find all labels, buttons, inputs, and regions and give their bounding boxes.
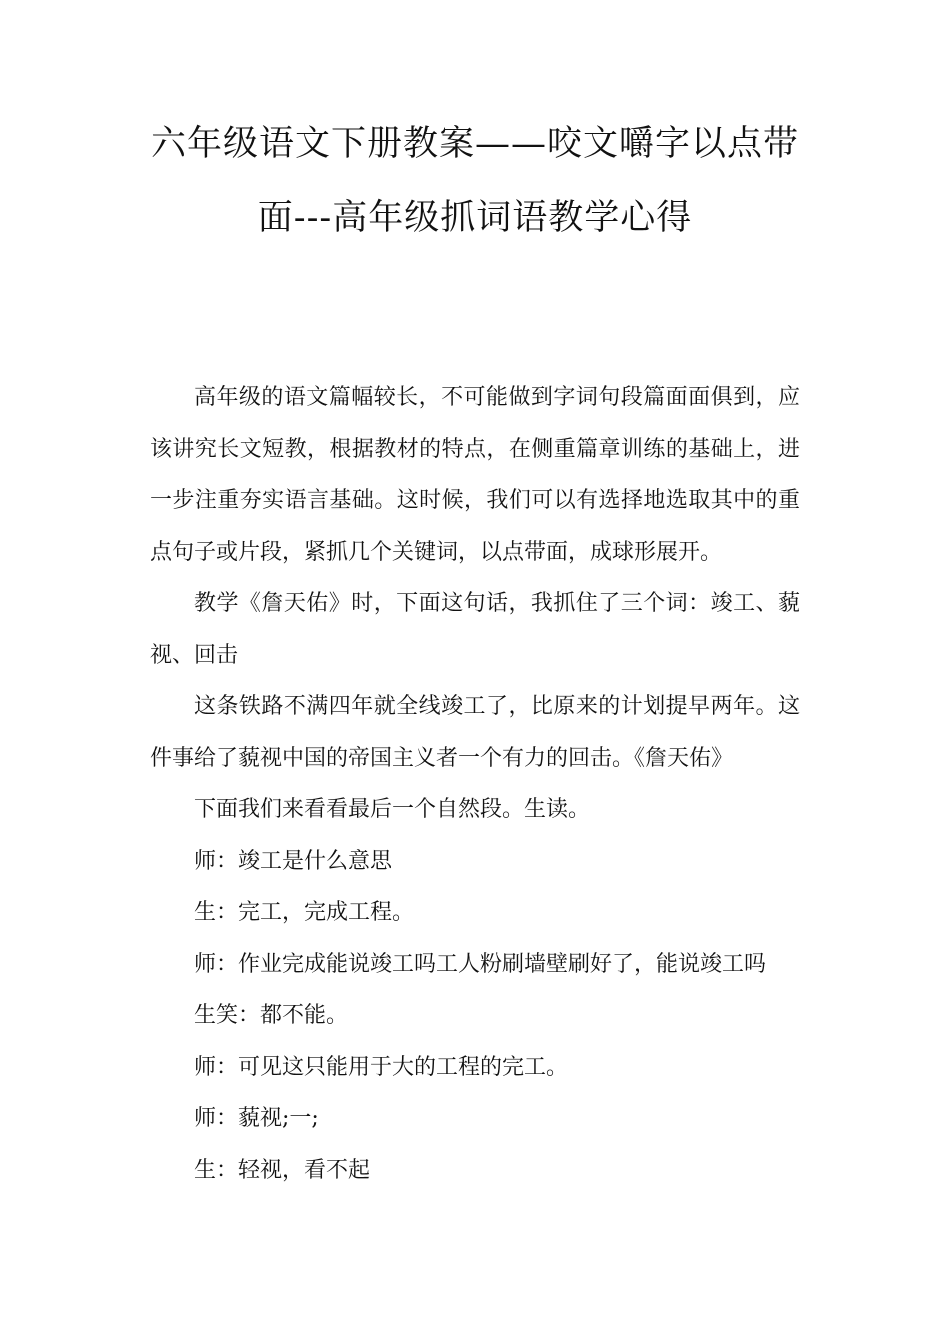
paragraph: 教学《詹天佑》时，下面这句话，我抓住了三个词：竣工、藐视、回击	[150, 591, 800, 668]
paragraph: 下面我们来看看最后一个自然段。生读。	[194, 797, 591, 822]
paragraph: 这条铁路不满四年就全线竣工了，比原来的计划提早两年。这件事给了藐视中国的帝国主义者一个有力的回击。《詹天佑》	[150, 694, 800, 771]
paragraph: 师：藐视;一;	[194, 1106, 319, 1131]
paragraph: 师：竣工是什么意思	[194, 848, 393, 874]
document-title-line-2: 面---高年级抓词语教学心得	[257, 198, 693, 238]
paragraph: 师：作业完成能说竣工吗工人粉刷墙壁刷好了，能说竣工吗	[194, 951, 767, 977]
paragraph: 生笑：都不能。	[194, 1003, 349, 1028]
document-body	[150, 372, 800, 1196]
paragraph: 师：可见这只能用于大的工程的完工。	[194, 1054, 569, 1080]
paragraph: 生：完工，完成工程。	[194, 900, 415, 925]
paragraph: 高年级的语文篇幅较长，不可能做到字词句段篇面面俱到，应该讲究长文短教，根据教材的特点，在侧重篇章训练的基础上，进一步注重夯实语言基础。这时候，我们可以有选择地选取其中的重点句子或片段，紧抓几个关键词，以点带面，成球形展开。	[150, 385, 800, 565]
paragraph: 生：轻视，看不起	[194, 1157, 371, 1183]
document-title-line-1: 六年级语文下册教案——咬文嚼字以点带	[150, 124, 799, 164]
